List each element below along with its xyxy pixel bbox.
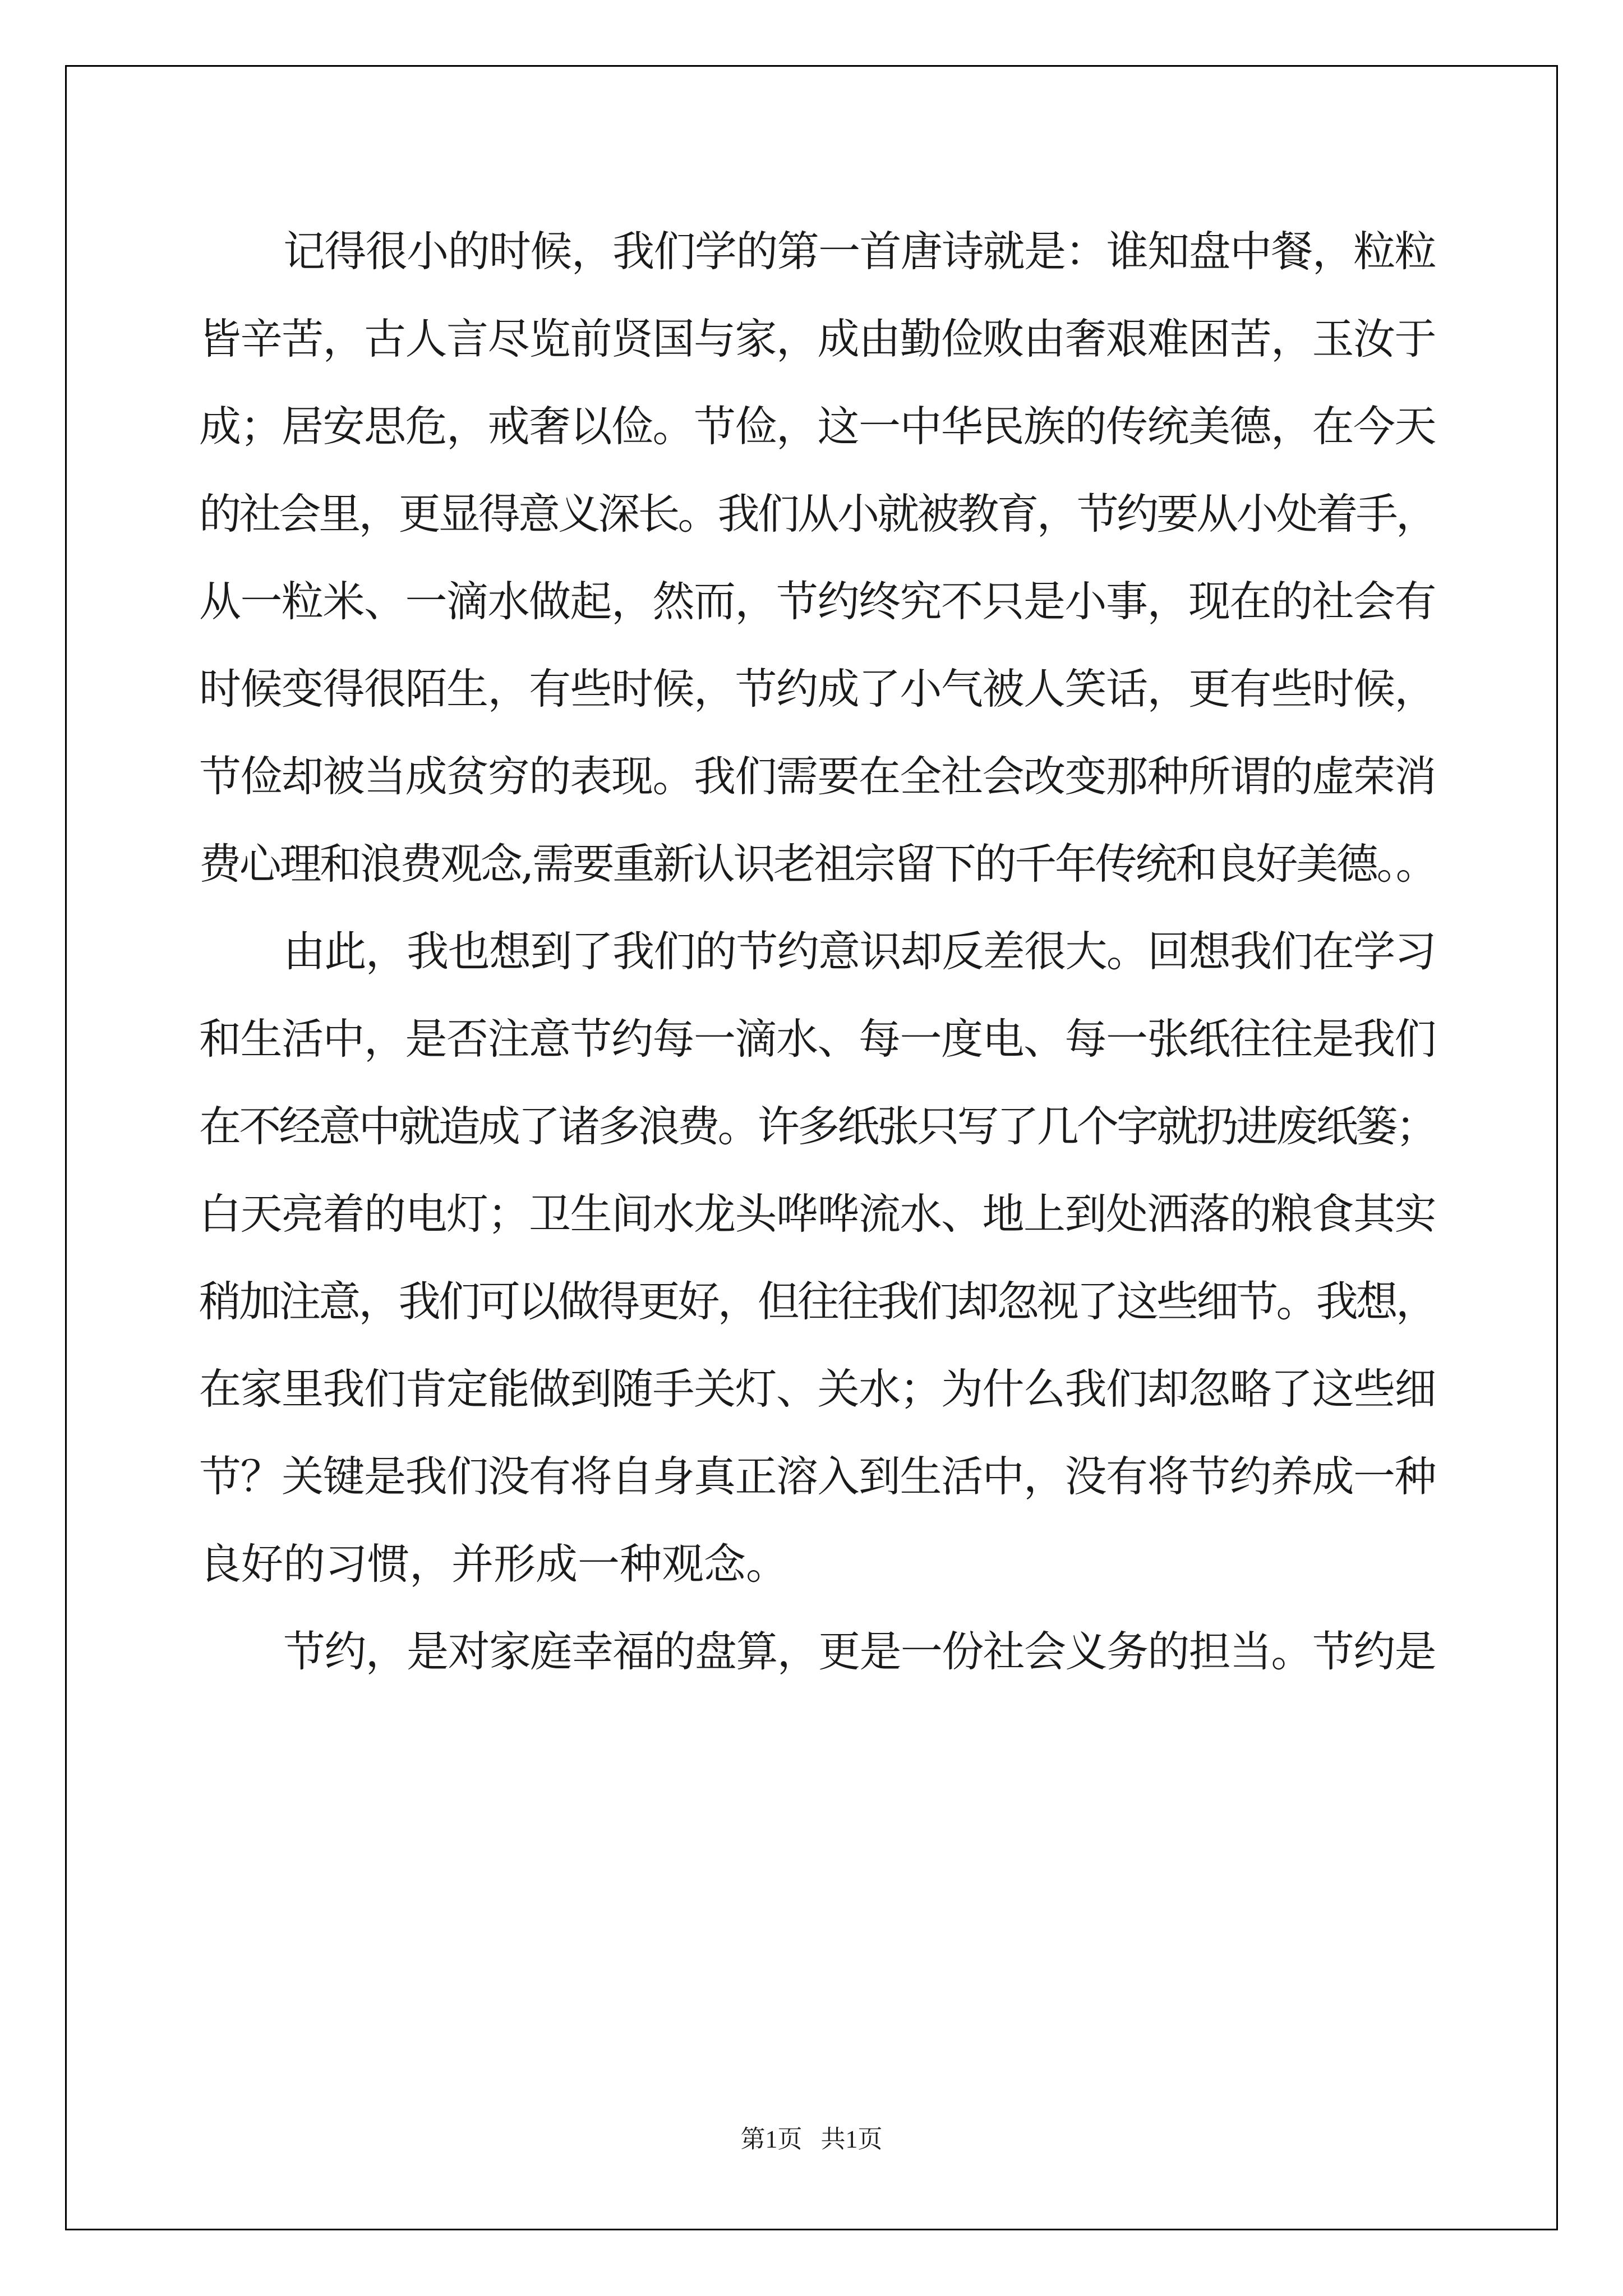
text-line: 节？关键是我们没有将自身真正溶入到生活中，没有将节约养成一种 [199,1452,1436,1501]
document-body [199,208,1436,1695]
text-line: 费心理和浪费观念,需要重新认识老祖宗留下的千年传统和良好美德。。 [199,839,1436,889]
text-line: 节约，是对家庭幸福的盘算，更是一份社会义务的担当。节约是 [283,1627,1436,1676]
text-line: 从一粒米、一滴水做起，然而，节约终究不只是小事，现在的社会有 [199,577,1436,626]
text-line: 时候变得很陌生，有些时候，节约成了小气被人笑话，更有些时候， [199,664,1436,714]
text-line: 记得很小的时候，我们学的第一首唐诗就是：谁知盘中餐，粒粒 [283,227,1436,276]
text-line: 在家里我们肯定能做到随手关灯、关水；为什么我们却忽略了这些细 [199,1364,1436,1414]
page-footer: 第1页 共1页 [740,2125,883,2153]
text-line: 节俭却被当成贫穷的表现。我们需要在全社会改变那种所谓的虚荣消 [199,752,1436,801]
text-line: 和生活中，是否注意节约每一滴水、每一度电、每一张纸往往是我们 [199,1014,1436,1064]
text-line: 良好的习惯，并形成一种观念。 [199,1539,789,1589]
text-line: 皆辛苦，古人言尽览前贤国与家，成由勤俭败由奢艰难困苦，玉汝于 [199,314,1436,364]
text-line: 稍加注意，我们可以做得更好，但往往我们却忽视了这些细节。我想， [199,1277,1436,1326]
text-line: 在不经意中就造成了诸多浪费。许多纸张只写了几个字就扔进废纸篓； [199,1102,1436,1151]
text-line: 成；居安思危，戒奢以俭。节俭，这一中华民族的传统美德，在今天 [199,402,1436,451]
text-line: 的社会里，更显得意义深长。我们从小就被教育，节约要从小处着手， [199,489,1436,539]
text-line: 白天亮着的电灯；卫生间水龙头哗哗流水、地上到处洒落的粮食其实 [199,1189,1436,1239]
text-line: 由此，我也想到了我们的节约意识却反差很大。回想我们在学习 [283,927,1436,976]
